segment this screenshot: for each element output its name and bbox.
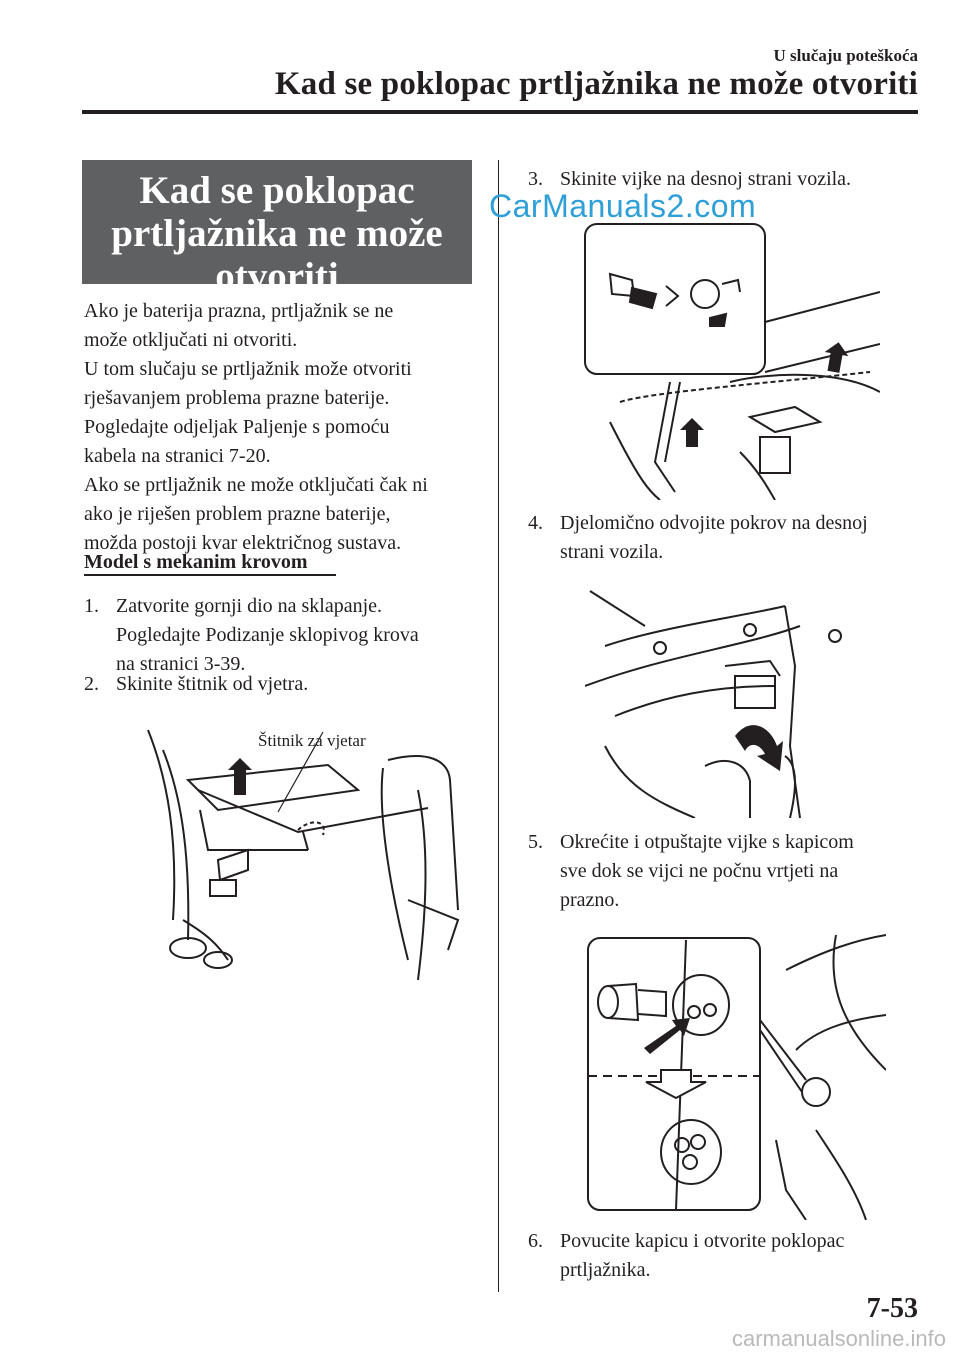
step-3: [528, 165, 928, 195]
page-title: Kad se poklopac prtljažnika ne može otvoriti: [274, 66, 918, 102]
step-text: [560, 509, 868, 567]
step-line: prtljažnika.: [560, 1259, 651, 1281]
step-line: strani vozila.: [560, 541, 664, 563]
step-number: 3.: [528, 168, 543, 190]
step-line: Pogledajte Podizanje sklopivog krova: [116, 624, 419, 646]
intro-line: Pogledajte odjeljak Paljenje s pomoću: [84, 416, 390, 438]
step-2: [84, 670, 484, 700]
subheading-underline: [84, 574, 336, 576]
intro-line: možda postoji kvar električnog sustava.: [84, 532, 402, 554]
step-line: Skinite štitnik od vjetra.: [116, 673, 309, 695]
step-text: [560, 828, 854, 915]
subheading: Model s mekanim krovom: [84, 551, 308, 573]
step-line: Zatvorite gornji dio na sklapanje.: [116, 595, 383, 617]
step-line: Povucite kapicu i otvorite poklopac: [560, 1230, 845, 1252]
step-text: [560, 1227, 844, 1285]
page-number: 7-53: [866, 1293, 918, 1324]
intro-line: Ako se prtljažnik ne može otključati čak ni: [84, 474, 428, 496]
step-line: prazno.: [560, 889, 620, 911]
step-line: Skinite vijke na desnoj strani vozila.: [560, 168, 852, 190]
footer-watermark: carmanualsonline.info: [731, 1326, 946, 1351]
section-title-line-1: Kad se poklopac: [139, 169, 415, 212]
step-line: sve dok se vijci ne počnu vrtjeti na: [560, 860, 839, 882]
illustration-caption: Štitnik za vjetar: [258, 731, 366, 750]
step-text: [560, 165, 851, 194]
column-divider: [498, 160, 499, 1292]
intro-line: Ako je baterija prazna, prtljažnik se ne: [84, 300, 394, 322]
step-text: [116, 592, 419, 679]
cover-illustration: [585, 586, 885, 818]
intro-line: rješavanjem problema prazne baterije.: [84, 387, 390, 409]
step-line: Okrećite i otpuštajte vijke s kapicom: [560, 831, 854, 853]
intro-line: U tom slučaju se prtljažnik može otvoriti: [84, 358, 412, 380]
windblocker-illustration: [128, 720, 468, 990]
header-rule: [82, 110, 918, 114]
step-4: [528, 509, 928, 569]
intro-line: kabela na stranici 7-20.: [84, 445, 271, 467]
screws-illustration: [580, 222, 880, 500]
step-number: 4.: [528, 512, 543, 534]
step-line: Djelomično odvojite pokrov na desnoj: [560, 512, 868, 534]
step-number: 5.: [528, 831, 543, 853]
step-5: [528, 828, 928, 918]
intro-paragraph: [84, 297, 484, 558]
intro-line: može otključati ni otvoriti.: [84, 329, 298, 351]
cap-screw-illustration: [586, 930, 886, 1220]
step-number: 2.: [84, 673, 99, 695]
chapter-label: U slučaju poteškoća: [773, 46, 918, 65]
step-line: na stranici 3-39.: [116, 653, 246, 675]
step-6: [528, 1227, 928, 1287]
watermark-logo: CarManuals2.com: [489, 188, 757, 224]
step-text: [116, 670, 308, 699]
step-number: 6.: [528, 1230, 543, 1252]
section-title-line-3: otvoriti: [215, 255, 339, 298]
intro-line: ako je riješen problem prazne baterije,: [84, 503, 391, 525]
section-title-box: [82, 160, 472, 298]
section-title-line-2: prtljažnika ne može: [111, 212, 443, 255]
step-number: 1.: [84, 595, 99, 617]
step-1: [84, 592, 484, 682]
